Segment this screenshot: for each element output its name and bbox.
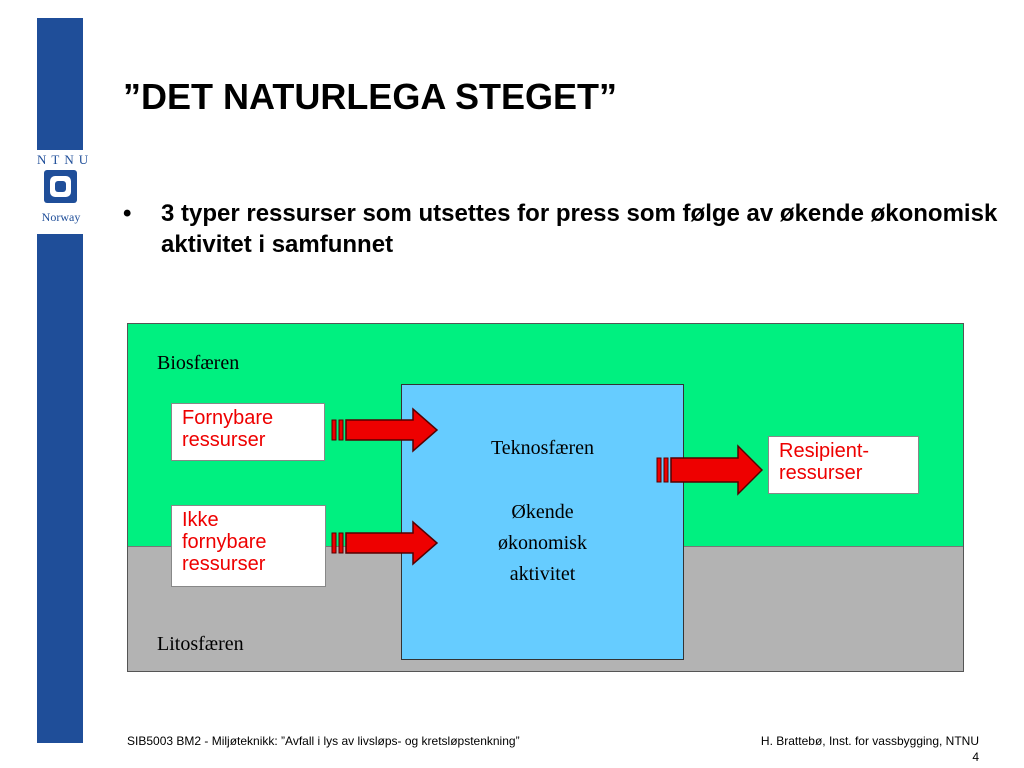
page-number: 4	[972, 750, 979, 764]
nonrenewable-resources-box	[171, 505, 326, 587]
renewable-resources-line: Fornybare	[182, 407, 274, 429]
slide-title: ”DET NATURLEGA STEGET”	[123, 76, 617, 117]
nonrenewable-arrow-icon	[331, 520, 439, 566]
technosphere-subtitle-line: aktivitet	[509, 563, 576, 585]
nonrenewable-resources-line: fornybare	[182, 531, 267, 553]
technosphere-subtitle-line: økonomisk	[498, 532, 587, 554]
sidebar-stripe	[37, 18, 83, 743]
technosphere-box	[401, 384, 684, 660]
recipient-resources-line: ressurser	[779, 462, 863, 484]
ntnu-emblem-icon	[44, 170, 77, 203]
technosphere-subtitle	[402, 497, 683, 590]
footer-course: SIB5003 BM2 - Miljøteknikk: ”Avfall i lys av livsløps- og kretsløpstenkning”	[127, 734, 520, 748]
bullet-text: 3 typer ressurser som utsettes for press som følge av økende økonomisk aktivitet i samfunnet	[161, 200, 998, 258]
sphere-diagram	[127, 323, 964, 672]
norway-logo-text: Norway	[41, 210, 81, 224]
ntnu-logo-text: NTNU	[37, 152, 94, 167]
footer-author: H. Brattebø, Inst. for vassbygging, NTNU	[760, 734, 979, 748]
renewable-resources-box	[171, 403, 325, 461]
technosphere-title: Teknosfæren	[490, 437, 595, 459]
bullet-icon: •	[123, 200, 132, 227]
nonrenewable-resources-line: ressurser	[182, 553, 266, 575]
lithosphere-label: Litosfæren	[157, 633, 244, 655]
technosphere-subtitle-line: Økende	[511, 501, 574, 523]
renewable-arrow-icon	[331, 407, 439, 453]
ntnu-logo	[33, 150, 94, 234]
biosphere-label: Biosfæren	[157, 352, 240, 374]
nonrenewable-resources-line: Ikke	[182, 509, 219, 531]
recipient-resources-box	[768, 436, 919, 494]
renewable-resources-line: ressurser	[182, 429, 266, 451]
recipient-resources-line: Resipient-	[779, 440, 870, 462]
recipient-arrow-icon	[656, 444, 764, 496]
